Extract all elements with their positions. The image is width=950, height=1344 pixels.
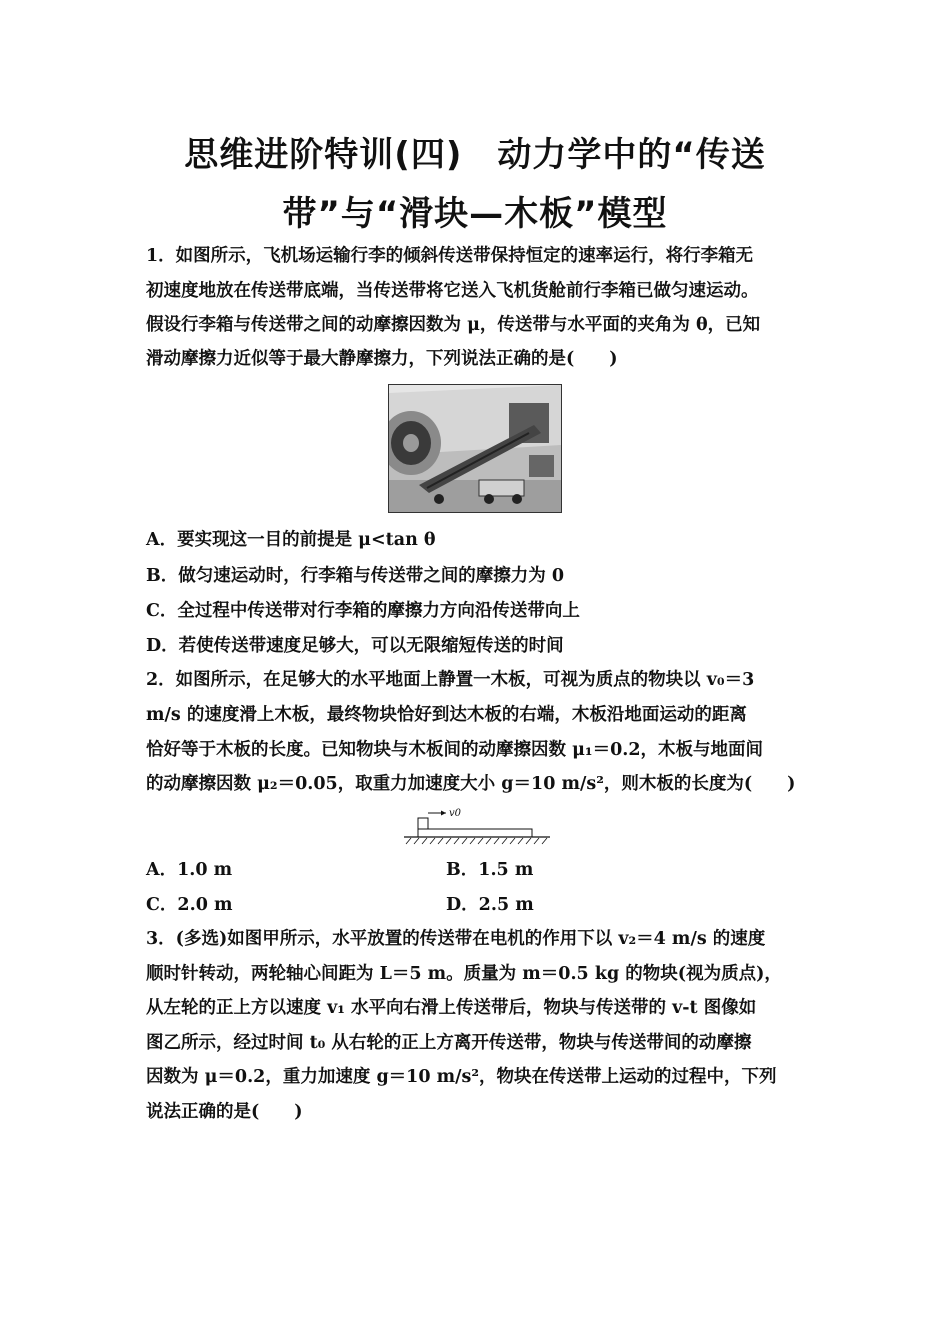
q2-line-4: 的动摩擦因数 μ₂＝0.05，取重力加速度大小 g＝10 m/s²，则木板的长度为( )	[146, 774, 796, 794]
page-title-line-2: 带”与“滑块—木板”模型	[282, 194, 668, 234]
q2-line-3: 恰好等于木板的长度。已知物块与木板间的动摩擦因数 μ₁＝0.2，木板与地面间	[146, 740, 764, 760]
q2-line-1: 2．如图所示，在足够大的水平地面上静置一木板，可视为质点的物块以 v₀＝3	[146, 670, 755, 690]
q1-line-1: 1．如图所示，飞机场运输行李的倾斜传送带保持恒定的速率运行，将行李箱无	[146, 246, 754, 266]
q1-line-3: 假设行李箱与传送带之间的动摩擦因数为 μ，传送带与水平面的夹角为 θ，已知	[146, 315, 761, 335]
q1-option-c: C．全过程中传送带对行李箱的摩擦力方向沿传送带向上	[146, 601, 580, 621]
q2-line-2: m/s 的速度滑上木板，最终物块恰好到达木板的右端，木板沿地面运动的距离	[146, 705, 747, 725]
q3-line-5: 因数为 μ＝0.2，重力加速度 g＝10 m/s²，物块在传送带上运动的过程中，下列	[146, 1067, 777, 1087]
q3-line-2: 顺时针转动，两轮轴心间距为 L＝5 m。质量为 m＝0.5 kg 的物块(视为质点)，	[146, 964, 782, 984]
v0-label: v0	[449, 808, 462, 819]
block-on-board-diagram	[402, 804, 552, 849]
airport-conveyor-photo	[388, 384, 562, 513]
q1-option-a: A．要实现这一目的前提是 μ<tan θ	[146, 530, 436, 550]
q2-option-b: B．1.5 m	[446, 860, 534, 880]
q1-line-4: 滑动摩擦力近似等于最大静摩擦力，下列说法正确的是( )	[146, 349, 618, 369]
q1-option-b: B．做匀速运动时，行李箱与传送带之间的摩擦力为 0	[146, 566, 565, 586]
q3-line-4: 图乙所示，经过时间 t₀ 从右轮的正上方离开传送带，物块与传送带间的动摩擦	[146, 1033, 752, 1053]
q1-option-d: D．若使传送带速度足够大，可以无限缩短传送的时间	[146, 636, 564, 656]
q1-line-2: 初速度地放在传送带底端，当传送带将它送入飞机货舱前行李箱已做匀速运动。	[146, 281, 759, 301]
q2-option-a: A．1.0 m	[146, 860, 233, 880]
q3-line-6: 说法正确的是( )	[146, 1102, 303, 1122]
q3-line-1: 3．(多选)如图甲所示，水平放置的传送带在电机的作用下以 v₂＝4 m/s 的速度	[146, 929, 766, 949]
q2-option-d: D．2.5 m	[446, 895, 534, 915]
q2-option-c: C．2.0 m	[146, 895, 233, 915]
page-title-line-1: 思维进阶特训(四) 动力学中的“传送	[184, 135, 766, 175]
q3-line-3: 从左轮的正上方以速度 v₁ 水平向右滑上传送带后，物块与传送带的 v-t 图像如	[146, 998, 757, 1018]
